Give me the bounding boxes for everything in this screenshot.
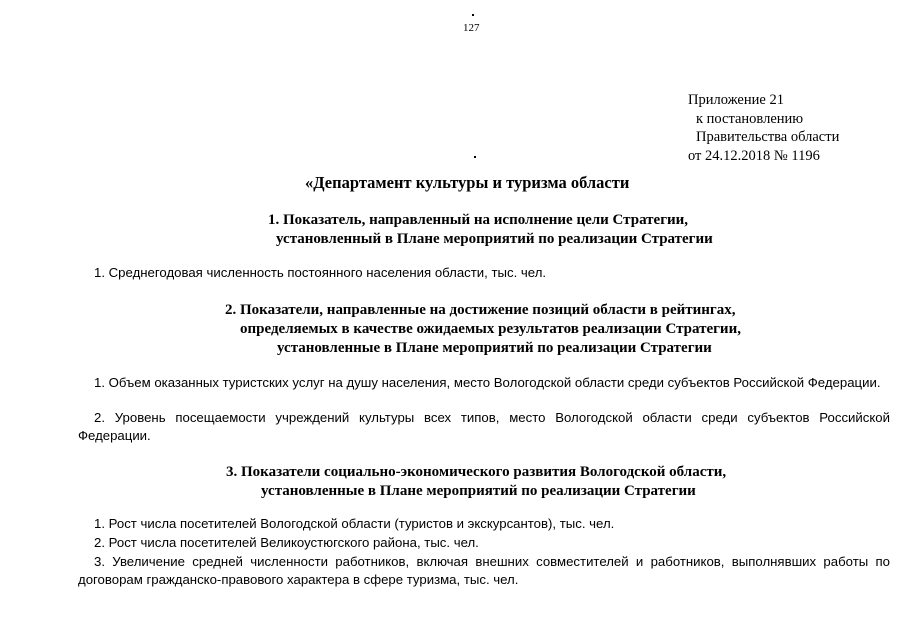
section-2-item-2: 2. Уровень посещаемости учреждений культуры всех типов, место Вологодской области среди субъектов Российской Федерации. [78,410,890,443]
section-3-item-2: 2. Рост числа посетителей Великоустюгского района, тыс. чел. [94,535,479,550]
section-1-heading-line-2: установленный в Плане мероприятий по реализации Стратегии [276,231,713,247]
page-number: 127 [463,22,480,34]
appendix-block [688,91,839,165]
section-3-heading-line-2: установленные в Плане мероприятий по реализации Стратегии [261,483,696,499]
appendix-line-3: Правительства области [696,129,840,145]
section-2-heading-line-1: 2. Показатели, направленные на достижение позиций области в рейтингах, [225,302,736,318]
section-3-item-3: 3. Увеличение средней численности работников, включая внешних совместителей и работников, выполнявших работы по договорам гражданско-правового характера в сфере туризма, тыс. чел. [78,554,890,587]
section-2-heading-line-3: установленные в Плане мероприятий по реализации Стратегии [277,340,712,356]
section-1-item-1: 1. Среднегодовая численность постоянного населения области, тыс. чел. [94,265,547,280]
section-1-heading-line-1: 1. Показатель, направленный на исполнение цели Стратегии, [268,212,689,228]
appendix-line-4: от 24.12.2018 № 1196 [688,147,820,164]
scan-speck [472,14,474,16]
section-3-heading-line-1: 3. Показатели социально-экономического развития Вологодской области, [226,464,727,480]
section-3-heading [226,463,726,501]
section-2-heading-line-2: определяемых в качестве ожидаемых результатов реализации Стратегии, [240,321,741,337]
section-2-heading [225,301,741,358]
section-3-item-1: 1. Рост числа посетителей Вологодской области (туристов и экскурсантов), тыс. чел. [94,516,615,531]
scan-speck [474,156,476,158]
section-2-item-1: 1. Объем оказанных туристских услуг на душу населения, место Вологодской области среди субъектов Российской Федерации. [94,375,881,390]
department-title: «Департамент культуры и туризма области [305,173,630,192]
appendix-line-2: к постановлению [696,110,804,127]
section-1-heading [268,211,713,249]
appendix-line-1: Приложение 21 [688,92,784,108]
